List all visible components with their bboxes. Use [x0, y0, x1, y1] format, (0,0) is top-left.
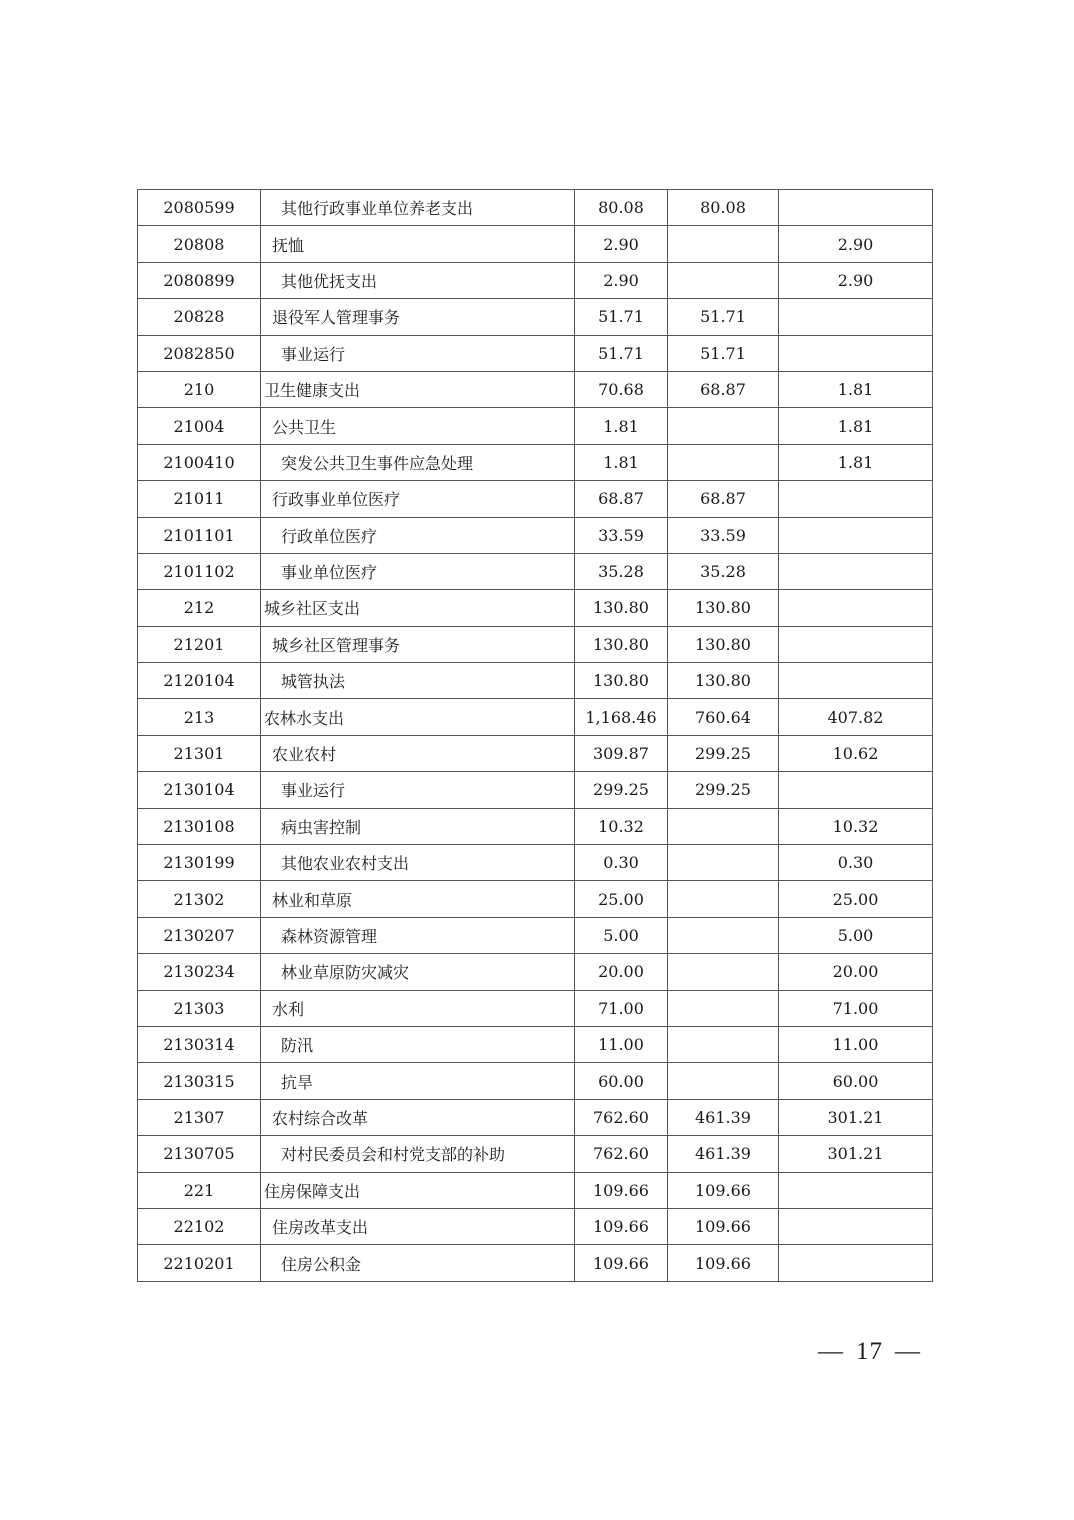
cell-name: 公共卫生 [261, 408, 575, 444]
cell-basic [668, 881, 779, 917]
cell-basic: 760.64 [668, 699, 779, 735]
cell-basic [668, 917, 779, 953]
table-row [138, 1172, 933, 1208]
cell-total: 11.00 [575, 1026, 668, 1062]
cell-total: 68.87 [575, 481, 668, 517]
cell-code: 212 [138, 590, 261, 626]
cell-total: 2.90 [575, 262, 668, 298]
cell-basic: 51.71 [668, 335, 779, 371]
cell-name: 抗旱 [261, 1063, 575, 1099]
table-row [138, 1026, 933, 1062]
table-row [138, 190, 933, 226]
cell-total: 1.81 [575, 444, 668, 480]
cell-name: 卫生健康支出 [261, 371, 575, 407]
cell-total: 109.66 [575, 1208, 668, 1244]
cell-code: 2130104 [138, 772, 261, 808]
table-row [138, 1136, 933, 1172]
page-number: 17 [856, 1338, 883, 1365]
cell-total: 35.28 [575, 553, 668, 589]
cell-name: 其他优抚支出 [261, 262, 575, 298]
cell-basic [668, 408, 779, 444]
table-row [138, 1208, 933, 1244]
table-row [138, 517, 933, 553]
page-footer [818, 1338, 921, 1366]
cell-total: 299.25 [575, 772, 668, 808]
cell-project [779, 1208, 933, 1244]
cell-total: 1,168.46 [575, 699, 668, 735]
cell-project: 10.62 [779, 735, 933, 771]
cell-project: 71.00 [779, 990, 933, 1026]
cell-basic: 35.28 [668, 553, 779, 589]
cell-code: 2130234 [138, 954, 261, 990]
cell-basic [668, 1063, 779, 1099]
cell-name: 城乡社区管理事务 [261, 626, 575, 662]
cell-total: 10.32 [575, 808, 668, 844]
cell-basic: 109.66 [668, 1245, 779, 1281]
cell-name: 城管执法 [261, 663, 575, 699]
cell-project [779, 626, 933, 662]
cell-name: 行政单位医疗 [261, 517, 575, 553]
cell-code: 21303 [138, 990, 261, 1026]
cell-code: 2130315 [138, 1063, 261, 1099]
table-row [138, 371, 933, 407]
cell-project [779, 481, 933, 517]
table-row [138, 954, 933, 990]
table-row [138, 626, 933, 662]
cell-basic [668, 845, 779, 881]
cell-code: 2130108 [138, 808, 261, 844]
cell-basic: 130.80 [668, 626, 779, 662]
table-row [138, 699, 933, 735]
cell-project: 11.00 [779, 1026, 933, 1062]
cell-name: 水利 [261, 990, 575, 1026]
cell-project [779, 772, 933, 808]
cell-code: 2130314 [138, 1026, 261, 1062]
cell-total: 51.71 [575, 299, 668, 335]
cell-basic [668, 226, 779, 262]
cell-name: 事业运行 [261, 772, 575, 808]
cell-project: 25.00 [779, 881, 933, 917]
cell-basic: 80.08 [668, 190, 779, 226]
cell-name: 突发公共卫生事件应急处理 [261, 444, 575, 480]
cell-code: 2130207 [138, 917, 261, 953]
cell-basic: 109.66 [668, 1172, 779, 1208]
table-row [138, 262, 933, 298]
cell-code: 21307 [138, 1099, 261, 1135]
cell-name: 其他行政事业单位养老支出 [261, 190, 575, 226]
cell-project: 1.81 [779, 371, 933, 407]
cell-project [779, 299, 933, 335]
table-row [138, 881, 933, 917]
cell-code: 213 [138, 699, 261, 735]
cell-basic [668, 990, 779, 1026]
cell-code: 2080599 [138, 190, 261, 226]
cell-name: 城乡社区支出 [261, 590, 575, 626]
table-row [138, 663, 933, 699]
cell-name: 对村民委员会和村党支部的补助 [261, 1136, 575, 1172]
cell-basic: 68.87 [668, 371, 779, 407]
cell-name: 事业运行 [261, 335, 575, 371]
table-row [138, 808, 933, 844]
cell-project: 1.81 [779, 408, 933, 444]
cell-code: 2101101 [138, 517, 261, 553]
cell-code: 20808 [138, 226, 261, 262]
table-row [138, 335, 933, 371]
table-row [138, 1063, 933, 1099]
table-row [138, 845, 933, 881]
budget-table [137, 189, 933, 1282]
cell-basic [668, 954, 779, 990]
cell-project [779, 553, 933, 589]
cell-basic: 461.39 [668, 1136, 779, 1172]
cell-name: 事业单位医疗 [261, 553, 575, 589]
cell-basic [668, 808, 779, 844]
cell-project: 301.21 [779, 1136, 933, 1172]
cell-total: 762.60 [575, 1136, 668, 1172]
cell-name: 住房保障支出 [261, 1172, 575, 1208]
page-dash-right: — [895, 1338, 921, 1365]
cell-project [779, 517, 933, 553]
cell-code: 2082850 [138, 335, 261, 371]
cell-name: 抚恤 [261, 226, 575, 262]
cell-basic: 33.59 [668, 517, 779, 553]
cell-code: 2130705 [138, 1136, 261, 1172]
cell-project [779, 190, 933, 226]
cell-total: 25.00 [575, 881, 668, 917]
cell-project [779, 1172, 933, 1208]
cell-basic: 51.71 [668, 299, 779, 335]
cell-basic: 130.80 [668, 663, 779, 699]
cell-total: 130.80 [575, 626, 668, 662]
table-row [138, 1245, 933, 1281]
cell-project [779, 335, 933, 371]
cell-project: 301.21 [779, 1099, 933, 1135]
cell-code: 2080899 [138, 262, 261, 298]
cell-basic [668, 1026, 779, 1062]
cell-basic: 109.66 [668, 1208, 779, 1244]
cell-project: 60.00 [779, 1063, 933, 1099]
cell-project: 1.81 [779, 444, 933, 480]
cell-project: 5.00 [779, 917, 933, 953]
cell-code: 2210201 [138, 1245, 261, 1281]
cell-total: 33.59 [575, 517, 668, 553]
cell-project [779, 663, 933, 699]
cell-basic: 130.80 [668, 590, 779, 626]
table-row [138, 481, 933, 517]
cell-total: 60.00 [575, 1063, 668, 1099]
cell-total: 80.08 [575, 190, 668, 226]
cell-name: 农村综合改革 [261, 1099, 575, 1135]
cell-name: 农业农村 [261, 735, 575, 771]
cell-name: 病虫害控制 [261, 808, 575, 844]
cell-project: 407.82 [779, 699, 933, 735]
cell-total: 0.30 [575, 845, 668, 881]
cell-code: 210 [138, 371, 261, 407]
table-row [138, 990, 933, 1026]
cell-code: 21302 [138, 881, 261, 917]
cell-name: 林业和草原 [261, 881, 575, 917]
cell-total: 71.00 [575, 990, 668, 1026]
cell-code: 21011 [138, 481, 261, 517]
table-row [138, 444, 933, 480]
cell-total: 762.60 [575, 1099, 668, 1135]
cell-code: 221 [138, 1172, 261, 1208]
cell-project: 10.32 [779, 808, 933, 844]
cell-total: 2.90 [575, 226, 668, 262]
cell-project: 2.90 [779, 226, 933, 262]
cell-name: 农林水支出 [261, 699, 575, 735]
cell-basic [668, 262, 779, 298]
cell-total: 5.00 [575, 917, 668, 953]
cell-total: 109.66 [575, 1172, 668, 1208]
cell-code: 2100410 [138, 444, 261, 480]
cell-code: 2101102 [138, 553, 261, 589]
cell-code: 21201 [138, 626, 261, 662]
cell-total: 70.68 [575, 371, 668, 407]
cell-basic [668, 444, 779, 480]
cell-code: 22102 [138, 1208, 261, 1244]
cell-name: 其他农业农村支出 [261, 845, 575, 881]
table-row [138, 590, 933, 626]
table-row [138, 772, 933, 808]
cell-total: 130.80 [575, 663, 668, 699]
cell-code: 2130199 [138, 845, 261, 881]
table-body [138, 190, 933, 1282]
cell-project: 2.90 [779, 262, 933, 298]
cell-code: 21004 [138, 408, 261, 444]
cell-name: 退役军人管理事务 [261, 299, 575, 335]
table-row [138, 1099, 933, 1135]
cell-name: 住房公积金 [261, 1245, 575, 1281]
cell-total: 109.66 [575, 1245, 668, 1281]
table-row [138, 735, 933, 771]
table-row [138, 917, 933, 953]
table-row [138, 299, 933, 335]
cell-name: 行政事业单位医疗 [261, 481, 575, 517]
cell-name: 住房改革支出 [261, 1208, 575, 1244]
cell-name: 森林资源管理 [261, 917, 575, 953]
cell-project [779, 1245, 933, 1281]
cell-project: 20.00 [779, 954, 933, 990]
cell-basic: 299.25 [668, 735, 779, 771]
table-row [138, 553, 933, 589]
cell-total: 309.87 [575, 735, 668, 771]
cell-basic: 299.25 [668, 772, 779, 808]
cell-project [779, 590, 933, 626]
cell-total: 20.00 [575, 954, 668, 990]
cell-code: 21301 [138, 735, 261, 771]
cell-project: 0.30 [779, 845, 933, 881]
cell-code: 20828 [138, 299, 261, 335]
table-row [138, 226, 933, 262]
cell-name: 防汛 [261, 1026, 575, 1062]
cell-total: 130.80 [575, 590, 668, 626]
cell-basic: 68.87 [668, 481, 779, 517]
table-row [138, 408, 933, 444]
page-dash-left: — [818, 1338, 844, 1365]
cell-name: 林业草原防灾减灾 [261, 954, 575, 990]
cell-basic: 461.39 [668, 1099, 779, 1135]
cell-total: 51.71 [575, 335, 668, 371]
cell-code: 2120104 [138, 663, 261, 699]
cell-total: 1.81 [575, 408, 668, 444]
